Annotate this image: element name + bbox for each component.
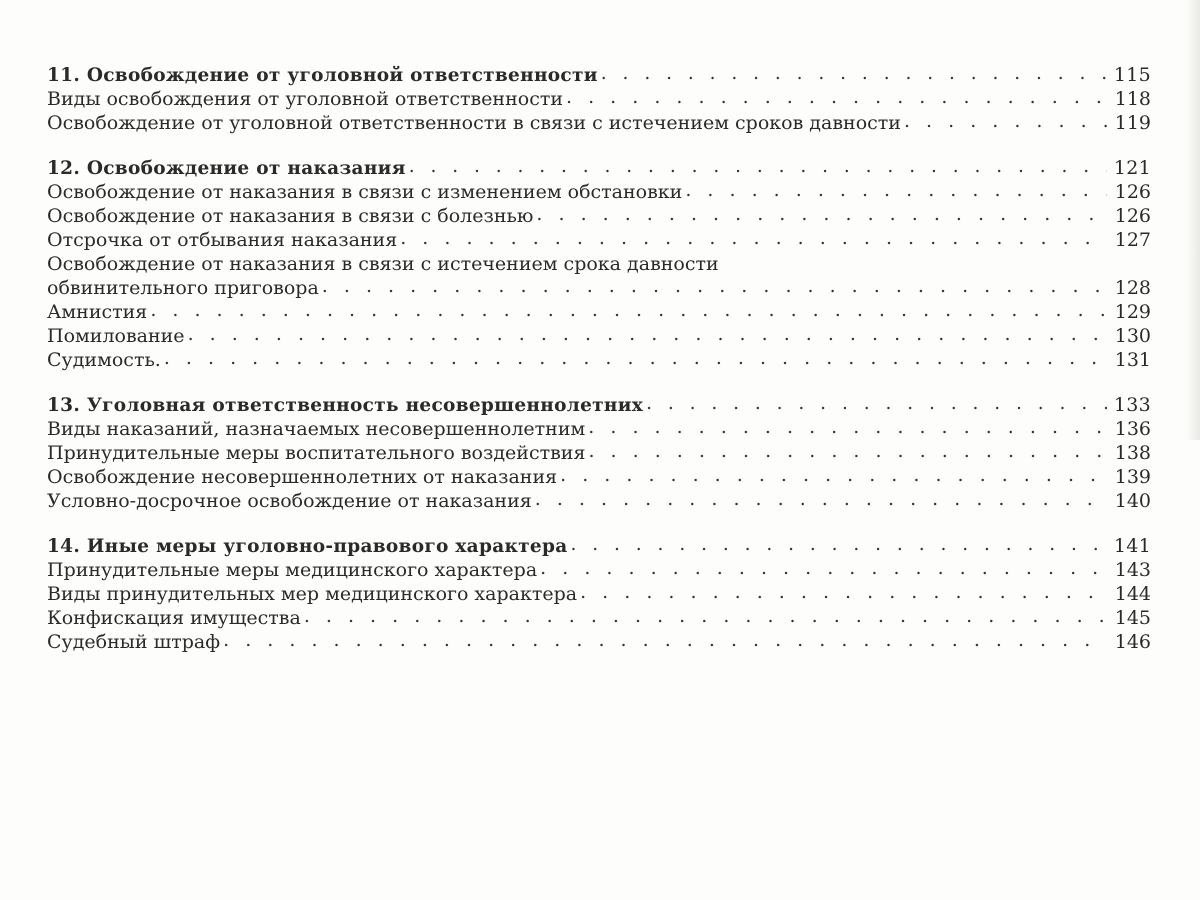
- toc-heading[interactable]: [47, 393, 1151, 417]
- toc-entry[interactable]: [47, 204, 1151, 228]
- toc-entry-title: Виды наказаний, назначаемых несовершеннолетним: [47, 418, 586, 440]
- toc-entry[interactable]: [47, 417, 1151, 441]
- toc-entry-title: Конфискация имущества: [47, 607, 301, 629]
- toc-entry-title: Помилование: [47, 325, 185, 347]
- toc-section-11: [47, 63, 1151, 135]
- toc-entry[interactable]: [47, 489, 1151, 513]
- dot-leader: [588, 441, 1107, 463]
- toc-heading-title: 13. Уголовная ответственность несовершеннолетних: [47, 395, 644, 416]
- toc-page-number: 119: [1114, 112, 1151, 134]
- toc-page-number: 133: [1113, 394, 1151, 416]
- toc-entry[interactable]: [47, 558, 1151, 582]
- toc-page-number: 118: [1114, 88, 1151, 110]
- toc-entry[interactable]: [47, 582, 1151, 606]
- toc-entry-title: Принудительные меры воспитательного воздействия: [47, 442, 586, 464]
- toc-entry[interactable]: [47, 300, 1151, 324]
- toc-entry-title: Освобождение от наказания в связи с изменением обстановки: [47, 181, 683, 203]
- toc-page-number: 145: [1114, 607, 1151, 629]
- toc-entry-line1[interactable]: [47, 252, 1151, 276]
- toc-page-number: 127: [1114, 229, 1151, 251]
- toc-section-14: [47, 534, 1151, 654]
- toc-page-number: 136: [1114, 418, 1151, 440]
- dot-leader: [536, 204, 1107, 226]
- toc-page-number: 130: [1114, 325, 1151, 347]
- toc-entry-title: Виды освобождения от уголовной ответственности: [47, 88, 564, 110]
- toc-heading-title: 12. Освобождение от наказания: [47, 158, 406, 179]
- toc-entry-title: Освобождение от уголовной ответственности в связи с истечением сроков давности: [47, 112, 901, 134]
- toc-entry[interactable]: [47, 348, 1151, 372]
- toc-entry[interactable]: [47, 465, 1151, 489]
- dot-leader: [571, 534, 1107, 557]
- dot-leader: [580, 582, 1107, 604]
- toc-entry-title-line1: Освобождение от наказания в связи с истечением срока давности: [47, 253, 719, 275]
- toc-page-number: 139: [1114, 466, 1151, 488]
- toc-page-number: 138: [1114, 442, 1151, 464]
- toc-entry[interactable]: [47, 228, 1151, 252]
- toc-entry[interactable]: [47, 111, 1151, 135]
- toc-entry[interactable]: [47, 87, 1151, 111]
- toc-heading-title: 11. Освобождение от уголовной ответственности: [47, 65, 598, 86]
- dot-leader: [540, 558, 1107, 580]
- toc-entry-title: обвинительного приговора: [47, 277, 319, 299]
- toc-page-number: 131: [1114, 349, 1151, 371]
- dot-leader: [223, 630, 1107, 652]
- toc-heading[interactable]: [47, 63, 1151, 87]
- dot-leader: [304, 606, 1107, 628]
- toc-entry-title: Амнистия: [47, 301, 148, 323]
- dot-leader: [409, 156, 1107, 179]
- toc-entry-title: Отсрочка от отбывания наказания: [47, 229, 398, 251]
- toc-entry-title: Виды принудительных мер медицинского характера: [47, 583, 578, 605]
- toc-page-number: 140: [1114, 490, 1151, 512]
- toc-entry[interactable]: [47, 276, 1151, 300]
- dot-leader: [400, 228, 1107, 250]
- dot-leader: [535, 489, 1107, 511]
- dot-leader: [601, 63, 1107, 86]
- dot-leader: [685, 180, 1107, 202]
- page-edge-shadow: [1186, 0, 1200, 440]
- toc-entry-title: Принудительные меры медицинского характера: [47, 559, 538, 581]
- toc-section-12: [47, 156, 1151, 372]
- dot-leader: [588, 417, 1107, 439]
- toc-page-number: 126: [1114, 205, 1151, 227]
- toc-heading-title: 14. Иные меры уголовно-правового характера: [47, 536, 568, 557]
- dot-leader: [560, 465, 1107, 487]
- toc-page-number: 121: [1113, 157, 1151, 179]
- toc-entry-title: Судимость.: [47, 349, 161, 371]
- toc-entry-title: Условно-досрочное освобождение от наказания: [47, 490, 532, 512]
- toc-entry[interactable]: [47, 324, 1151, 348]
- toc-heading[interactable]: [47, 156, 1151, 180]
- dot-leader: [566, 87, 1107, 109]
- toc-entry-title: Освобождение несовершеннолетних от наказания: [47, 466, 558, 488]
- toc-page-number: 115: [1113, 64, 1151, 86]
- toc-entry[interactable]: [47, 441, 1151, 465]
- toc-page-number: 141: [1113, 535, 1151, 557]
- toc-entry-title: Освобождение от наказания в связи с болезнью: [47, 205, 534, 227]
- toc-page-number: 143: [1114, 559, 1151, 581]
- toc-entry[interactable]: [47, 630, 1151, 654]
- toc-page-number: 146: [1114, 631, 1151, 653]
- toc-page-number: 126: [1114, 181, 1151, 203]
- toc-page-number: 129: [1114, 301, 1151, 323]
- toc-section-13: [47, 393, 1151, 513]
- dot-leader: [150, 300, 1107, 322]
- toc-page-number: 144: [1114, 583, 1151, 605]
- toc-entry[interactable]: [47, 180, 1151, 204]
- dot-leader: [322, 276, 1107, 298]
- table-of-contents: [47, 63, 1151, 675]
- toc-heading[interactable]: [47, 534, 1151, 558]
- dot-leader: [904, 111, 1107, 133]
- toc-entry-title: Судебный штраф: [47, 631, 221, 653]
- dot-leader: [646, 393, 1107, 416]
- dot-leader: [164, 348, 1107, 370]
- toc-entry[interactable]: [47, 606, 1151, 630]
- toc-page-number: 128: [1114, 277, 1151, 299]
- dot-leader: [188, 324, 1107, 346]
